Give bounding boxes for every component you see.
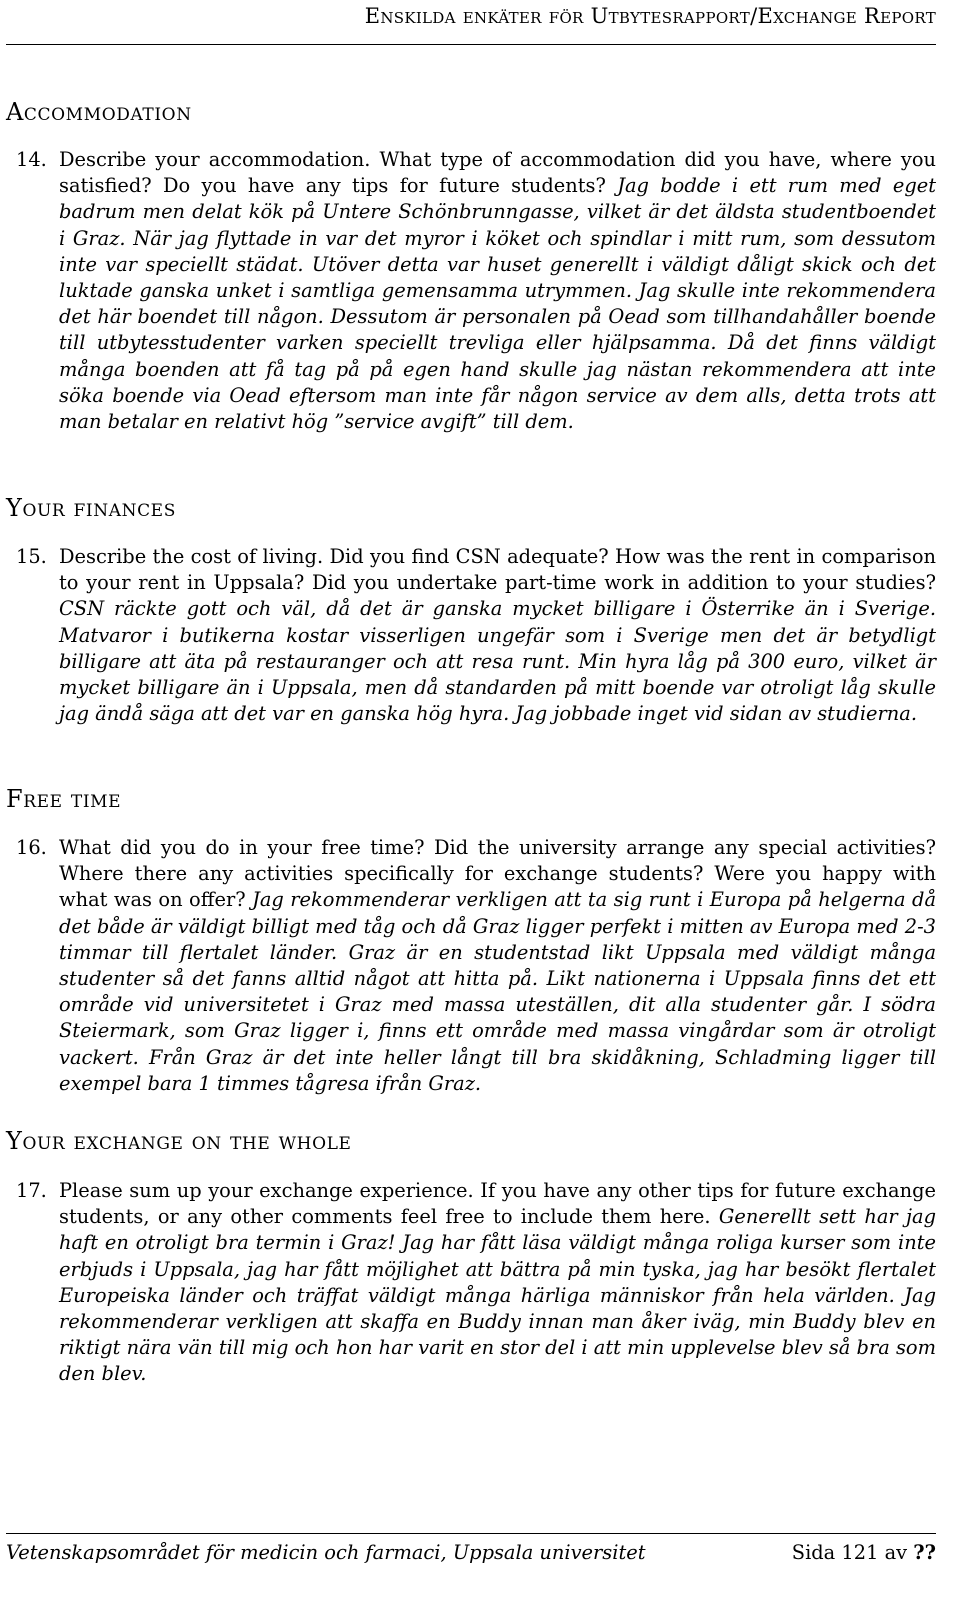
footer-institution: Vetenskapsområdet för medicin och farmaci, Uppsala universitet <box>6 1541 646 1564</box>
question-number: 16. <box>16 836 47 859</box>
section-title-accommodation: Accommodation <box>6 98 192 126</box>
footer-rule <box>6 1533 936 1534</box>
section-title-free-time: Free time <box>6 785 122 813</box>
page-number <box>792 1541 936 1564</box>
question-text: Please sum up your exchange experience. If you have any other tips for future exchange students, or any other comments feel free to include them here. <box>59 1179 936 1229</box>
question-15 <box>6 544 936 727</box>
answer-text: Generellt sett har jag haft en otroligt bra termin i Graz! Jag har fått läsa väldigt många roliga kurser som inte erbjuds i Uppsala, jag har fått möjlighet att bättra på min tyska, jag har besökt flertalet Europeiska länder och träffat väldigt många härliga människor från hela världen. Jag rekommenderar verkligen att skaffa en Buddy innan man åker iväg, min Buddy blev en riktigt nära vän till mig och hon har varit en stor del i att min upplevelse blev så bra som den blev. <box>59 1205 936 1386</box>
question-16 <box>6 835 936 1097</box>
section-title-exchange-whole: Your exchange on the whole <box>6 1127 352 1155</box>
answer-text: Jag rekommenderar verkligen att ta sig runt i Europa på helgerna då det både är väldigt billigt med tåg och då Graz ligger perfekt i mitten av Europa med 2-3 timmar till flertalet länder. Graz är en studentstad likt Uppsala med väldigt många studenter så det fanns alltid något att hitta på. Likt nationerna i Uppsala finns det ett område vid universitetet i Graz med massa uteställen, dit alla studenter går. I södra Steiermark, som Graz ligger i, finns ett område med massa vingårdar som är otroligt vackert. Från Graz är det inte heller långt till bra skidåkning, Schladming ligger till exempel bara 1 timmes tågresa ifrån Graz. <box>59 888 937 1095</box>
question-number: 17. <box>16 1179 47 1202</box>
header-rule <box>6 44 936 45</box>
question-text: Describe the cost of living. Did you find CSN adequate? How was the rent in comparison to your rent in Uppsala? Did you undertake part-time work in addition to your studies? <box>59 545 936 595</box>
page-total: ?? <box>913 1541 936 1564</box>
section-title-finances: Your finances <box>6 494 176 522</box>
question-number: 15. <box>16 545 47 568</box>
question-17 <box>6 1178 936 1388</box>
question-number: 14. <box>16 148 47 171</box>
question-text: What did you do in your free time? Did the university arrange any special activities? Where there any activities specifically for exchange students? Were you happy with what was on offer? <box>59 836 936 912</box>
answer-text: Jag bodde i ett rum med eget badrum men delat kök på Untere Schönbrunngasse, vilket är det äldsta studentboendet i Graz. När jag flyttade in var det myror i köket och spindlar i mitt rum, som dessutom inte var speciellt städat. Utöver detta var huset generellt i väldigt dåligt skick och det luktade ganska unket i samtliga gemensamma utrymmen. Jag skulle inte rekommendera det här boendet till någon. Dessutom är personalen på Oead som tillhandahåller boende till utbytesstudenter varken speciellt trevliga eller hjälpsamma. Då det finns väldigt många boenden att få tag på på egen hand skulle jag nästan rekommendera att inte söka boende via Oead eftersom man inte får någon service av dem alls, detta trots att man betalar en relativt hög ”service avgift” till dem. <box>59 174 936 434</box>
question-text: Describe your accommodation. What type of accommodation did you have, where you satisfied? Do you have any tips for future students? <box>59 148 936 198</box>
answer-text: CSN räckte gott och väl, då det är ganska mycket billigare i Österrike än i Sverige. Matvaror i butikerna kostar visserligen ungefär som i Sverige men det är betydligt billigare att äta på restauranger och att resa runt. Min hyra låg på 300 euro, vilket är mycket billigare än i Uppsala, men då standarden på mitt boende var otroligt låg skulle jag ändå säga att det var en ganska hög hyra. Jag jobbade inget vid sidan av studierna. <box>59 597 936 726</box>
question-14 <box>6 147 936 435</box>
running-header: Enskilda enkäter för Utbytesrapport/Exchange Report <box>364 4 936 28</box>
page-number-prefix: Sida 121 av <box>791 1541 914 1564</box>
